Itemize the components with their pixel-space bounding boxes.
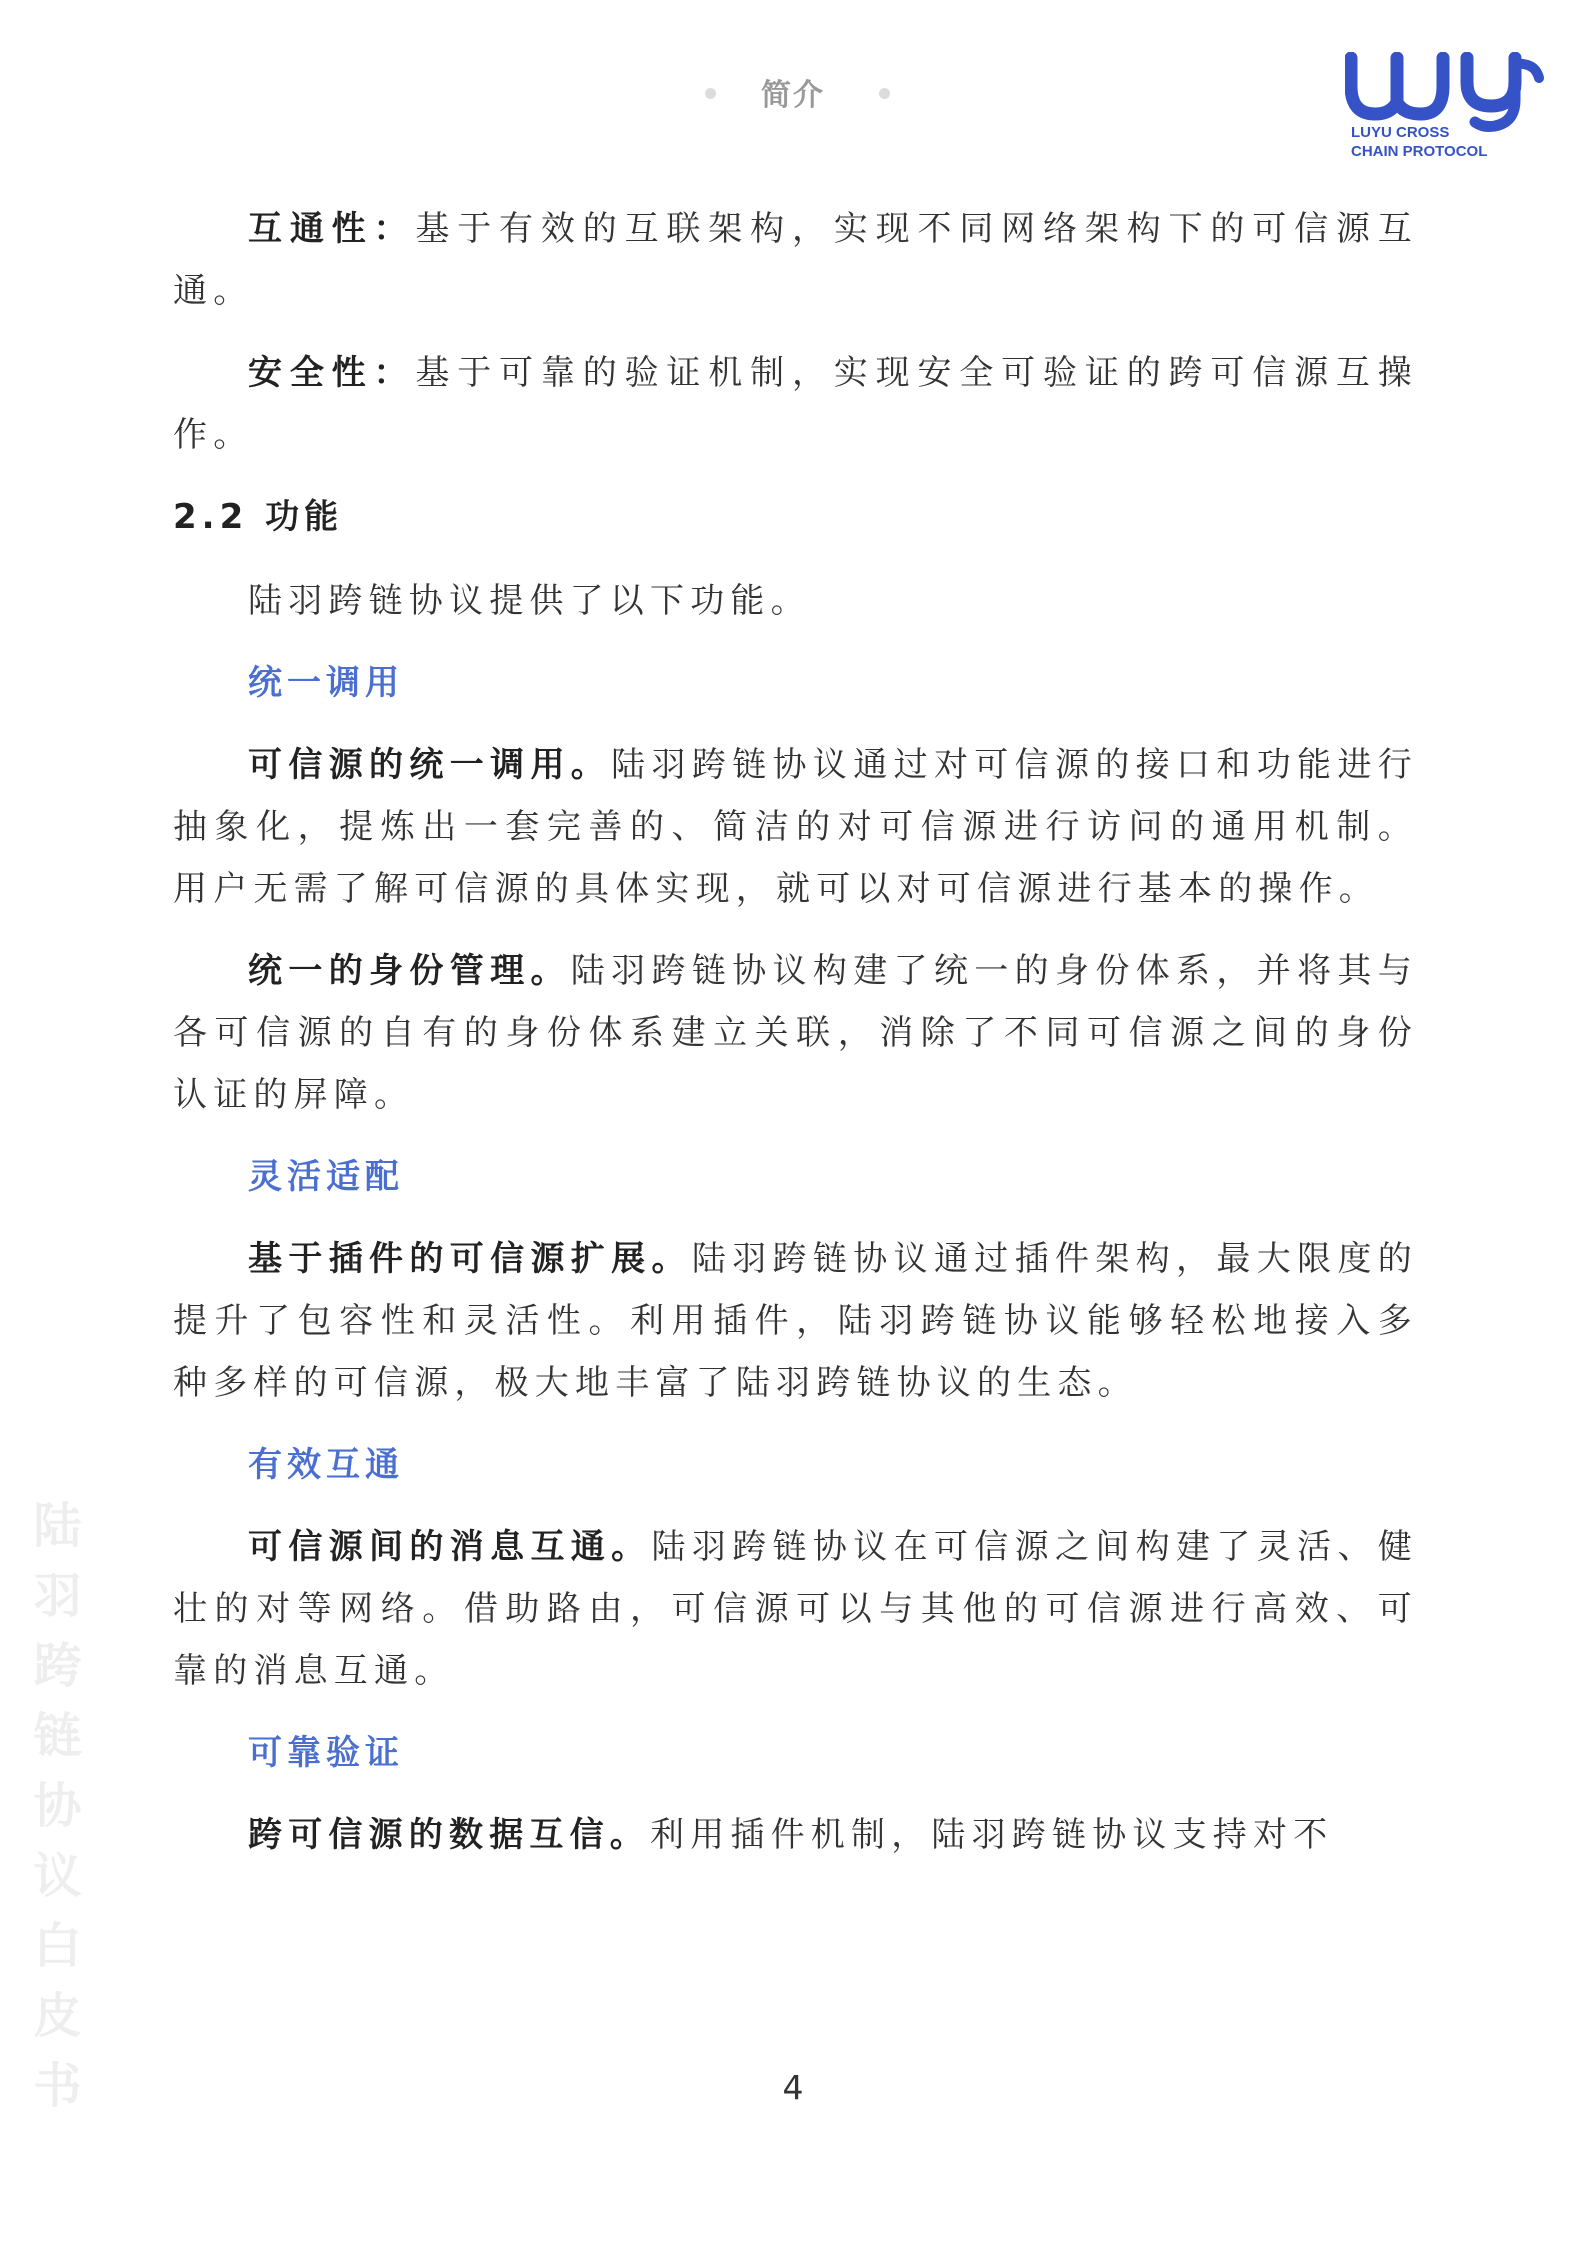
paragraph-interoperability — [173, 198, 1418, 322]
page-number: 4 — [782, 2068, 804, 2107]
term-unified-call: 可信源的统一调用。 — [248, 745, 612, 785]
term-identity: 统一的身份管理。 — [248, 951, 571, 991]
section-intro: 陆羽跨链协议提供了以下功能。 — [248, 581, 811, 621]
feature-heading-unified-call: 统一调用 — [248, 663, 404, 703]
paragraph-identity — [173, 940, 1418, 1126]
text-identity: 陆羽跨链协议构建了统一的身份体系，并将其与各可信源的自有的身份体系建立关联，消除了不同可信源之间的身份认证的屏障。 — [173, 951, 1418, 1115]
logo-text-line2: CHAIN PROTOCOL — [1351, 143, 1488, 160]
feature-heading-flexible-adaptation: 灵活适配 — [248, 1157, 404, 1197]
text-unified-call: 陆羽跨链协议通过对可信源的接口和功能进行抽象化，提炼出一套完善的、简洁的对可信源进行访问的通用机制。用户无需了解可信源的具体实现，就可以对可信源进行基本的操作。 — [173, 745, 1418, 909]
paragraph-unified-call — [173, 734, 1418, 920]
header-dot-right — [879, 88, 890, 99]
text-data-trust: 利用插件机制，陆羽跨链协议支持对不 — [650, 1815, 1334, 1855]
term-plugin-extension: 基于插件的可信源扩展。 — [248, 1239, 692, 1279]
paragraph-plugin-extension — [173, 1228, 1418, 1414]
feature-heading-effective-interop: 有效互通 — [248, 1445, 404, 1485]
text-message-interop: 陆羽跨链协议在可信源之间构建了灵活、健壮的对等网络。借助路由，可信源可以与其他的可信源进行高效、可靠的消息互通。 — [173, 1527, 1418, 1691]
term-security: 安全性： — [248, 353, 416, 393]
feature-heading-reliable-verification: 可靠验证 — [248, 1733, 404, 1773]
text-interoperability: 基于有效的互联架构，实现不同网络架构下的可信源互通。 — [173, 209, 1418, 311]
paragraph-security — [173, 342, 1418, 466]
document-body — [173, 198, 1418, 1866]
header-title: 简介 — [761, 78, 825, 113]
term-message-interop: 可信源间的消息互通。 — [248, 1527, 652, 1567]
term-data-trust: 跨可信源的数据互信。 — [248, 1815, 650, 1855]
text-plugin-extension: 陆羽跨链协议通过插件架构，最大限度的提升了包容性和灵活性。利用插件，陆羽跨链协议能够轻松地接入多种多样的可信源，极大地丰富了陆羽跨链协议的生态。 — [173, 1239, 1419, 1403]
side-watermark: 陆羽跨链协议白皮书 — [25, 1500, 81, 2130]
section-heading: 2.2 功能 — [173, 497, 344, 537]
logo-text-line1: LUYU CROSS — [1351, 124, 1450, 141]
paragraph-data-trust — [173, 1804, 1418, 1866]
term-interoperability: 互通性： — [248, 209, 416, 249]
paragraph-message-interop — [173, 1516, 1418, 1702]
text-security: 基于可靠的验证机制，实现安全可验证的跨可信源互操作。 — [173, 353, 1418, 455]
